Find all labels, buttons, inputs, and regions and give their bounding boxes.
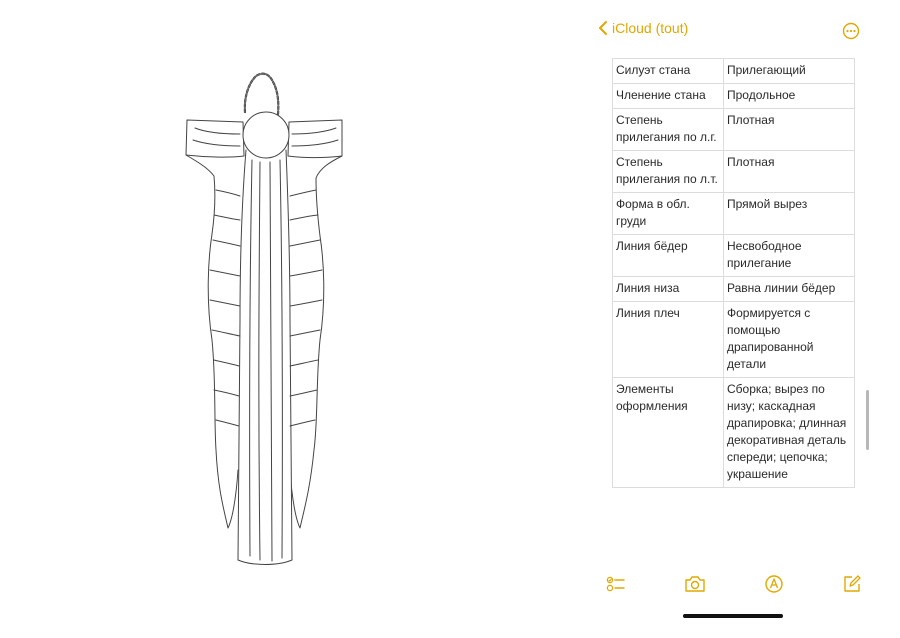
more-button[interactable] [842, 22, 860, 45]
table-row [613, 59, 855, 84]
table-cell-label[interactable]: Силуэт стана [613, 59, 724, 84]
table-cell-label[interactable]: Элементы оформления [613, 378, 724, 488]
table-cell-label[interactable]: Форма в обл. груди [613, 193, 724, 235]
checklist-button[interactable] [606, 574, 626, 599]
table-cell-value[interactable]: Формируется с помощью драпированной детали [724, 302, 855, 378]
table-cell-value[interactable]: Сборка; вырез по низу; каскадная драпировка; длинная декоративная деталь спереди; цепочка; украшение [724, 378, 855, 488]
compose-button[interactable] [842, 574, 862, 599]
back-button[interactable] [598, 20, 688, 36]
table-cell-label[interactable]: Степень прилегания по л.г. [613, 109, 724, 151]
table-row [613, 193, 855, 235]
camera-button[interactable] [684, 574, 706, 599]
table-row [613, 151, 855, 193]
table-cell-label[interactable]: Линия бёдер [613, 235, 724, 277]
table-cell-label[interactable]: Членение стана [613, 84, 724, 109]
ellipsis-circle-icon [842, 22, 860, 40]
home-indicator[interactable] [683, 614, 783, 618]
chevron-left-icon [598, 20, 608, 36]
table-cell-label[interactable]: Степень прилегания по л.т. [613, 151, 724, 193]
table-row [613, 109, 855, 151]
table-row [613, 302, 855, 378]
table-row [613, 84, 855, 109]
pen-tip-circle-icon [764, 574, 784, 594]
markup-button[interactable] [764, 574, 784, 599]
table-cell-label[interactable]: Линия плеч [613, 302, 724, 378]
back-label: iCloud (tout) [612, 20, 689, 36]
table-cell-value[interactable]: Прилегающий [724, 59, 855, 84]
table-cell-value[interactable]: Прямой вырез [724, 193, 855, 235]
table-row [613, 277, 855, 302]
table-cell-value[interactable]: Несвободное прилегание [724, 235, 855, 277]
table-row [613, 378, 855, 488]
scroll-indicator[interactable] [866, 390, 869, 450]
bottom-toolbar [590, 574, 900, 598]
table-cell-value[interactable]: Плотная [724, 151, 855, 193]
table-cell-value[interactable]: Равна линии бёдер [724, 277, 855, 302]
note-panel [590, 0, 900, 638]
table-cell-value[interactable]: Плотная [724, 109, 855, 151]
checklist-icon [606, 574, 626, 594]
table-cell-value[interactable]: Продольное [724, 84, 855, 109]
table-cell-label[interactable]: Линия низа [613, 277, 724, 302]
notes-table[interactable] [612, 58, 855, 488]
camera-icon [684, 574, 706, 594]
table-row [613, 235, 855, 277]
compose-icon [842, 574, 862, 594]
